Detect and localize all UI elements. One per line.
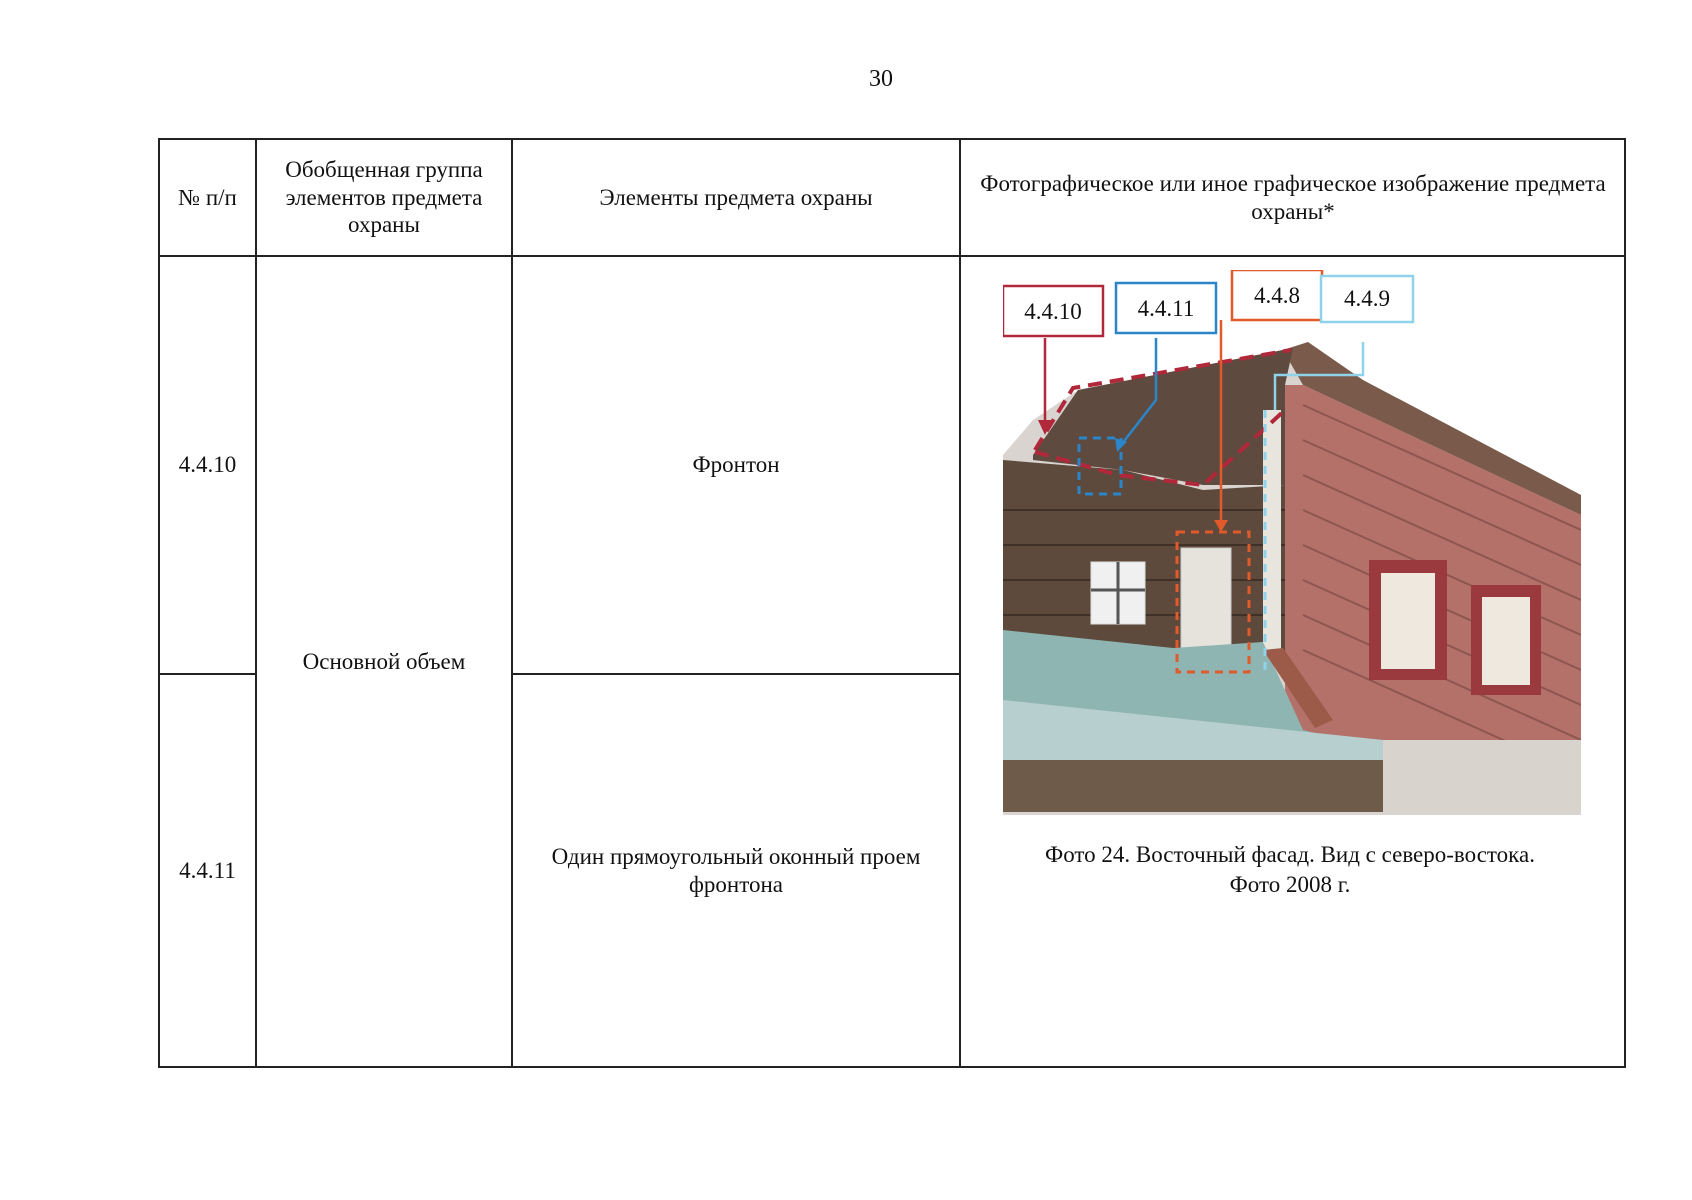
label-4-4-10: 4.4.10 xyxy=(1024,299,1082,324)
caption-line-1: Фото 24. Восточный фасад. Вид с северо-востока. xyxy=(1045,842,1535,867)
header-image: Фотографическое или иное графическое изображение предмета охраны* xyxy=(980,170,1606,224)
facade-photo xyxy=(1003,270,1581,815)
row-num-4-4-11: 4.4.11 xyxy=(179,857,236,883)
group-cell: Основной объем xyxy=(302,648,466,674)
label-4-4-11: 4.4.11 xyxy=(1137,296,1195,321)
label-4-4-9: 4.4.9 xyxy=(1344,286,1390,311)
row-num-4-4-10: 4.4.10 xyxy=(178,452,237,478)
row-element-4-4-10: Фронтон xyxy=(692,452,780,478)
page-number: 30 xyxy=(869,66,893,92)
row-element-4-4-11: Один прямоугольный оконный проем фронтона xyxy=(551,843,921,897)
header-group: Обобщенная группа элементов предмета охраны xyxy=(285,157,483,238)
caption-line-2: Фото 2008 г. xyxy=(1229,871,1351,897)
photo-caption xyxy=(960,840,1620,900)
label-4-4-8: 4.4.8 xyxy=(1254,283,1300,308)
header-elements: Элементы предмета охраны xyxy=(599,184,873,210)
header-num: № п/п xyxy=(178,184,237,210)
